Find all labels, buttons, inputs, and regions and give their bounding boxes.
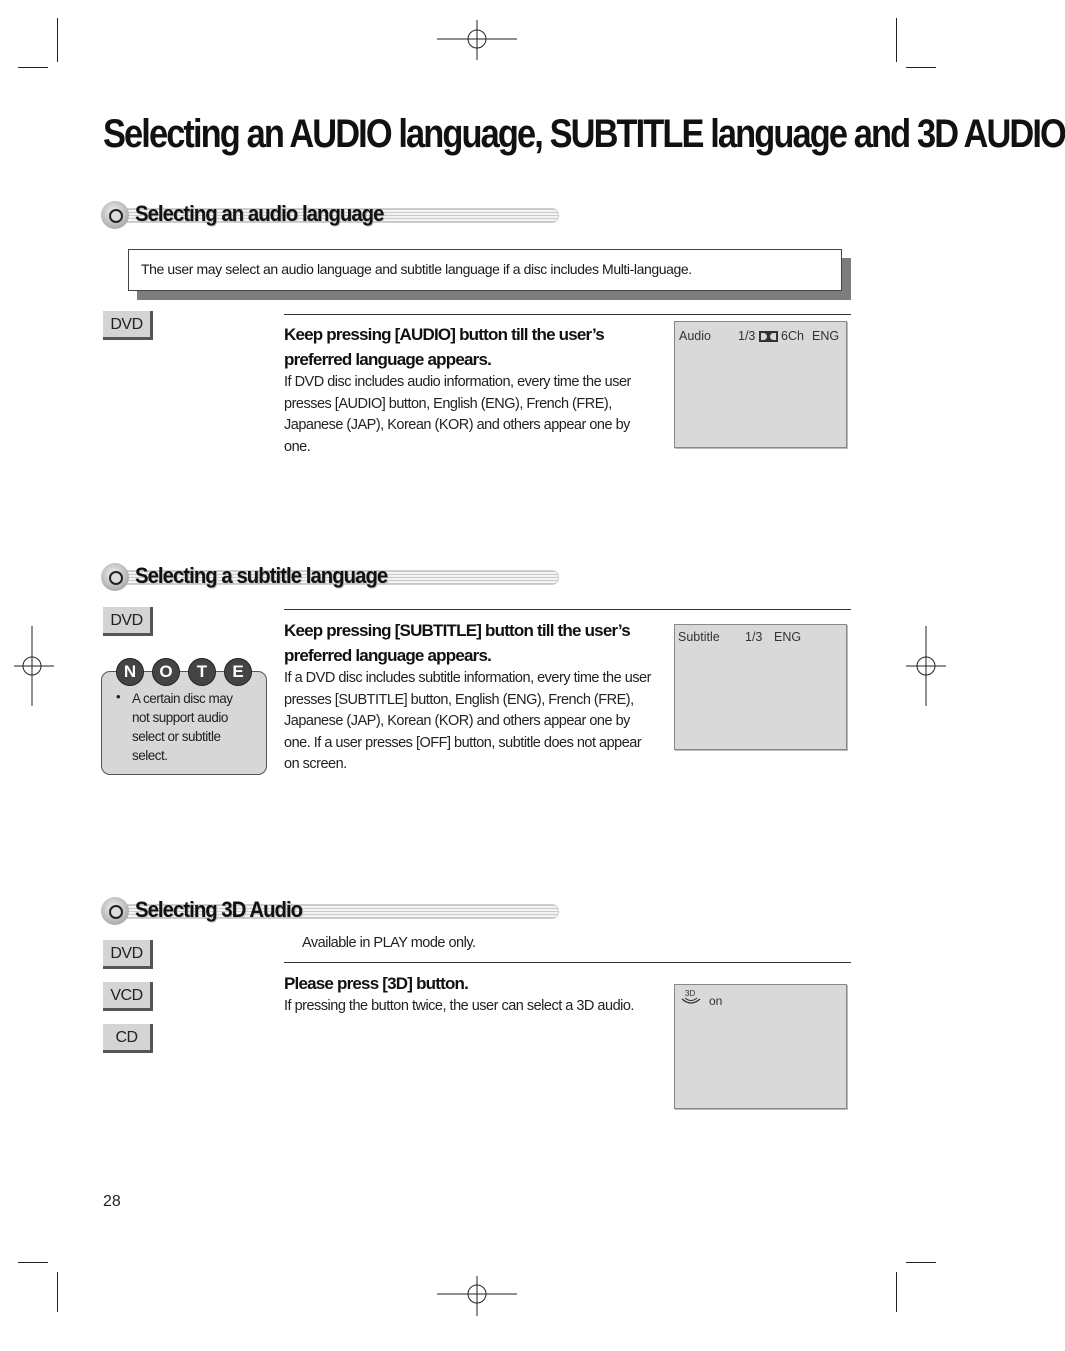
registration-mark-right [906,626,946,706]
3d-step-body: If pressing the button twice, the user can select a 3D audio. [284,998,634,1014]
section-heading-label: Selecting an audio language [135,201,384,226]
step-divider [284,962,851,963]
section-heading-subtitle [101,563,561,593]
step-divider [284,609,851,610]
3d-osd-screen [674,984,847,1109]
note-letter: T [188,658,216,686]
audio-osd-screen [674,321,847,448]
disc-badge-dvd: DVD [103,940,153,969]
subtitle-osd-screen [674,624,847,750]
section-bullet-icon [101,201,129,229]
osd-status: on [709,994,723,1008]
section-heading-3d [101,897,561,927]
disc-badge-dvd: DVD [103,607,153,636]
section-heading-audio [101,201,561,231]
step-divider [284,314,851,315]
registration-mark-bottom [437,1276,517,1316]
crop-mark [57,18,58,62]
note-text: A certain disc may not support audio select or subtitle select. [132,691,233,763]
note-letter: O [152,658,180,686]
3d-sound-icon: 3D [680,989,702,1007]
registration-mark-top [437,20,517,60]
note-letter: N [116,658,144,686]
crop-mark [57,1272,58,1312]
osd-label: Subtitle [678,630,720,644]
crop-mark [18,1262,48,1263]
crop-mark [896,1272,897,1312]
page-title: Selecting an AUDIO language, SUBTITLE language and 3D AUDIO [103,112,1065,156]
note-letter: E [224,658,252,686]
note-bullet: • [116,689,121,704]
subtitle-step-title: Keep pressing [SUBTITLE] button till the user’s preferred language appears. [284,621,630,665]
crop-mark [906,67,936,68]
crop-mark [906,1262,936,1263]
section-bullet-icon [101,563,129,591]
osd-track: 1/3 [745,630,763,644]
osd-language: ENG [774,630,802,644]
osd-language: ENG [812,329,840,343]
crop-mark [18,67,48,68]
disc-badge-cd: CD [103,1024,153,1053]
audio-step-body: If DVD disc includes audio information, every time the user presses [AUDIO] button, English (ENG), French (FRE), Japanese (JAP), Korean (KOR) and others appear one by one. [284,374,631,455]
note-header [116,658,256,686]
section-heading-label: Selecting a subtitle language [135,563,388,588]
availability-note: Available in PLAY mode only. [302,935,476,951]
dolby-digital-icon [759,331,778,342]
osd-label: Audio [679,329,711,343]
disc-badge-vcd: VCD [103,982,153,1011]
page-number: 28 [103,1193,121,1210]
intro-box: The user may select an audio language and subtitle language if a disc includes Multi-language. [128,249,842,291]
registration-mark-left [14,626,54,706]
subtitle-step-body: If a DVD disc includes subtitle information, every time the user presses [SUBTITLE] button, English (ENG), French (FRE), Japanese (JAP), Korean (KOR) and others appear one by one. If a user presses [OFF] button, subtitle does not appear on screen. [284,670,651,772]
section-heading-label: Selecting 3D Audio [135,897,303,922]
crop-mark [896,18,897,62]
3d-step-title: Please press [3D] button. [284,974,469,993]
section-bullet-icon [101,897,129,925]
disc-badge-dvd: DVD [103,311,153,340]
osd-channels: 6Ch [781,329,804,343]
audio-step-title: Keep pressing [AUDIO] button till the user’s preferred language appears. [284,325,604,369]
osd-track: 1/3 [738,329,756,343]
